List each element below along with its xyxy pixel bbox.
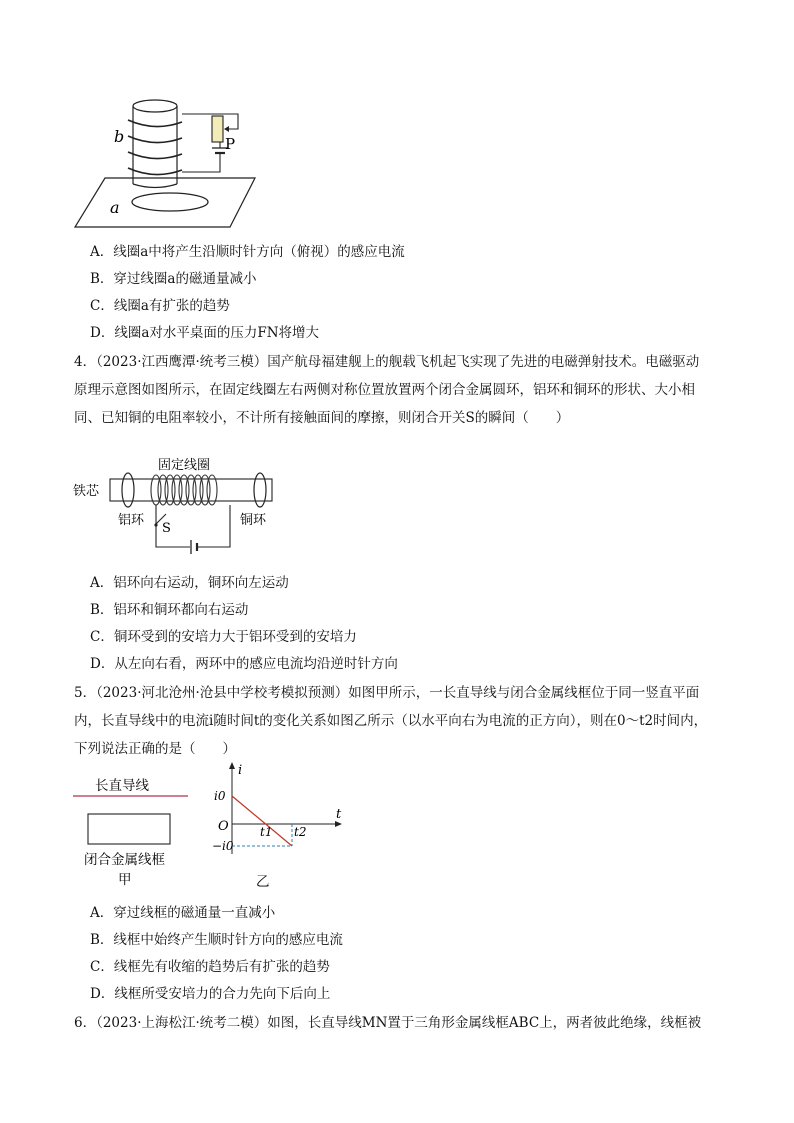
fig-q4-core-label: 铁芯 <box>73 484 100 499</box>
fig1-label-b: b <box>114 127 125 146</box>
fig-jia-frame-label: 闭合金属线框 <box>84 852 165 868</box>
q5-stem-line-1: 5．（2023·河北沧州·沧县中学校考模拟预测）如图甲所示，一长直导线与闭合金属线框位于同一竖直平面 <box>74 685 700 701</box>
q4-stem-line-2: 原理示意图如图所示，在固定线圈左右两侧对称位置放置两个闭合金属圆环，铝环和铜环的形状、大小相 <box>74 382 695 398</box>
q4-option-c: C．铜环受到的安培力大于铝环受到的安培力 <box>90 629 357 645</box>
figure-jia-wire-and-frame <box>70 770 200 890</box>
q4-option-d: D．从左向右看，两环中的感应电流均沿逆时针方向 <box>90 656 398 672</box>
q4-option-b: B．铝环和铜环都向右运动 <box>90 602 249 618</box>
q4-stem-line-1: 4．（2023·江西鹰潭·统考三模）国产航母福建舰上的舰载飞机起飞实现了先进的电磁弹射技术。电磁驱动 <box>74 354 700 370</box>
q5-option-a: A．穿过线框的磁通量一直减小 <box>90 905 276 921</box>
q5-stem-line-2: 内，长直导线中的电流i随时间t的变化关系如图乙所示（以水平向右为电流的正方向），则在0～t2时间内， <box>74 713 708 729</box>
figure-coil-and-loop <box>70 92 270 232</box>
graph-label-origin: O <box>218 819 229 834</box>
fig-q4-cu-label: 铜环 <box>240 513 267 528</box>
graph-label-t2: t2 <box>294 825 307 839</box>
q4-stem-line-3: 同、已知铜的电阻率较小，不计所有接触面间的摩擦，则闭合开关S的瞬间（ ） <box>74 410 570 426</box>
fig-jia-wire-label: 长直导线 <box>95 778 149 794</box>
graph-axis-i: i <box>238 763 243 778</box>
fig-jia-caption: 甲 <box>118 872 132 888</box>
fig-q4-coil-label: 固定线圈 <box>158 458 211 473</box>
graph-label-neg-i0: −i0 <box>212 839 234 853</box>
q4-option-a: A．铝环向右运动，铜环向左运动 <box>90 575 289 591</box>
q3-option-a: A．线圈a中将产生沿顺时针方向（俯视）的感应电流 <box>90 244 405 260</box>
q5-option-b: B．线框中始终产生顺时针方向的感应电流 <box>90 932 343 948</box>
q3-option-c: C．线圈a有扩张的趋势 <box>90 298 230 314</box>
q6-stem-line-1: 6．（2023·上海松江·统考二模）如图，长直导线MN置于三角形金属线框ABC上，两者彼此绝缘，线框被 <box>74 1015 702 1031</box>
graph-label-i0: i0 <box>214 789 226 803</box>
figure-yi-current-graph <box>210 758 350 894</box>
q3-option-d: D．线圈a对水平桌面的压力FN将增大 <box>90 325 320 341</box>
q5-stem-line-3: 下列说法正确的是（ ） <box>74 741 236 757</box>
graph-label-t1: t1 <box>260 825 273 839</box>
q5-option-d: D．线框所受安培力的合力先向下后向上 <box>90 986 331 1002</box>
fig-q4-switch-label: S <box>162 521 171 536</box>
fig1-label-p: P <box>225 135 236 153</box>
graph-axis-t: t <box>336 807 342 822</box>
figure-electromagnetic-launcher <box>70 452 290 564</box>
fig1-label-a: a <box>110 198 120 217</box>
q5-option-c: C．线框先有收缩的趋势后有扩张的趋势 <box>90 959 330 975</box>
fig-q4-al-label: 铝环 <box>118 513 145 528</box>
q3-option-b: B．穿过线圈a的磁通量减小 <box>90 271 257 287</box>
graph-caption: 乙 <box>256 874 270 890</box>
